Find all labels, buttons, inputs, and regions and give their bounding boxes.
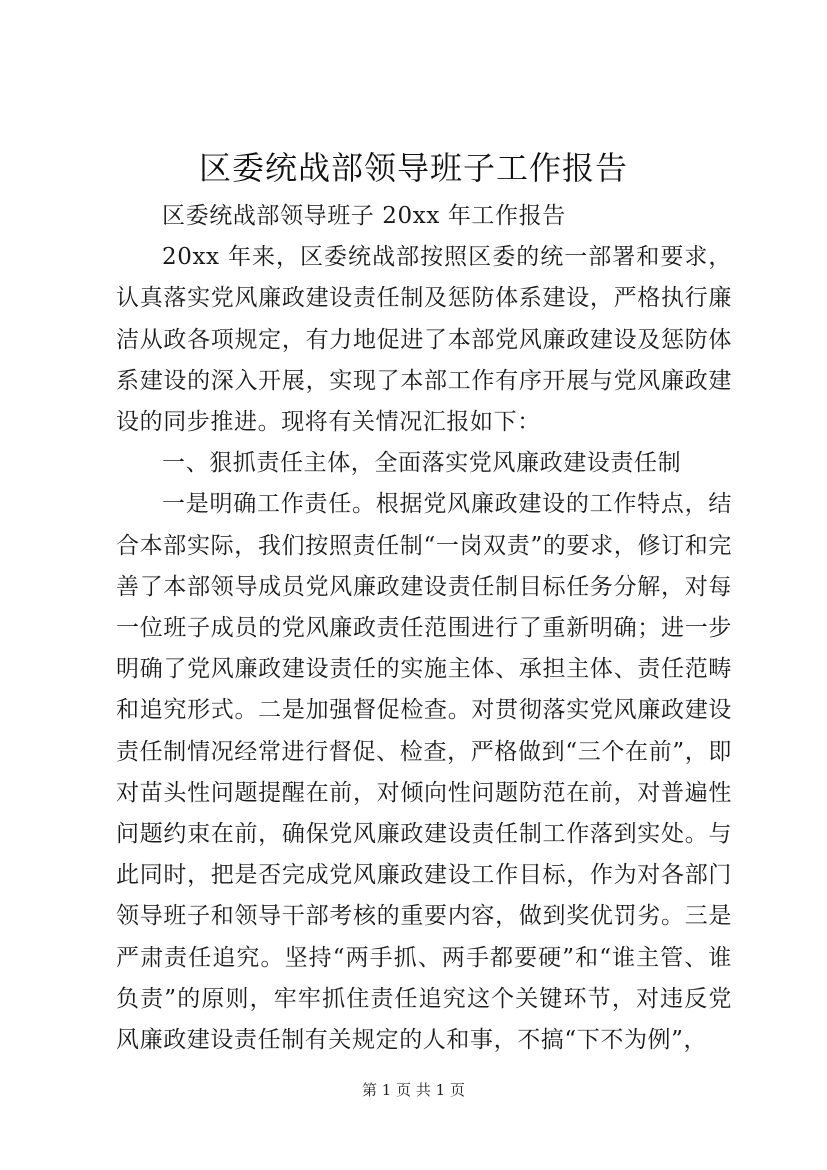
document-title: 区委统战部领导班子工作报告 — [198, 149, 628, 187]
body-paragraph: 一是明确工作责任。根据党风廉政建设的工作特点，结合本部实际，我们按照责任制“一岗双责”的要求，修订和完善了本部领导成员党风廉政建设责任制目标任务分解，对每一位班子成员的党风廉政责任范围进行了重新明确；进一步明确了党风廉政建设责任的实施主体、承担主体、责任范畴和追究形式。二是加强督促检查。对贯彻落实党风廉政建设责任制情况经常进行督促、检查，严格做到“三个在前”，即对苗头性问题提醒在前，对倾向性问题防范在前，对普遍性问题约束在前，确保党风廉政建设责任制工作落到实处。与此同时，把是否完成党风廉政建设工作目标，作为对各部门领导班子和领导干部考核的重要内容，做到奖优罚劣。三是严肃责任追究。坚持“两手抓、两手都要硬”和“谁主管、谁负责”的原则，牢牢抓住责任追究这个关键环节，对违反党风廉政建设责任制有关规定的人和事，不搞“下不为例”， — [116, 491, 732, 1054]
subtitle-paragraph: 区委统战部领导班子 20xx 年工作报告 — [162, 203, 566, 229]
section-heading: 一、狠抓责任主体，全面落实党风廉政建设责任制 — [162, 450, 682, 477]
intro-paragraph: 20xx 年来，区委统战部按照区委的统一部署和要求，认真落实党风廉政建设责任制及惩防体系建设，严格执行廉洁从政各项规定，有力地促进了本部党风廉政建设及惩防体系建设的深入开展，实现了本部工作有序开展与党风廉政建设的同步推进。现将有关情况汇报如下： — [116, 244, 732, 436]
page-footer: 第 1 页 共 1 页 — [362, 1081, 465, 1099]
document-body — [116, 196, 732, 1061]
